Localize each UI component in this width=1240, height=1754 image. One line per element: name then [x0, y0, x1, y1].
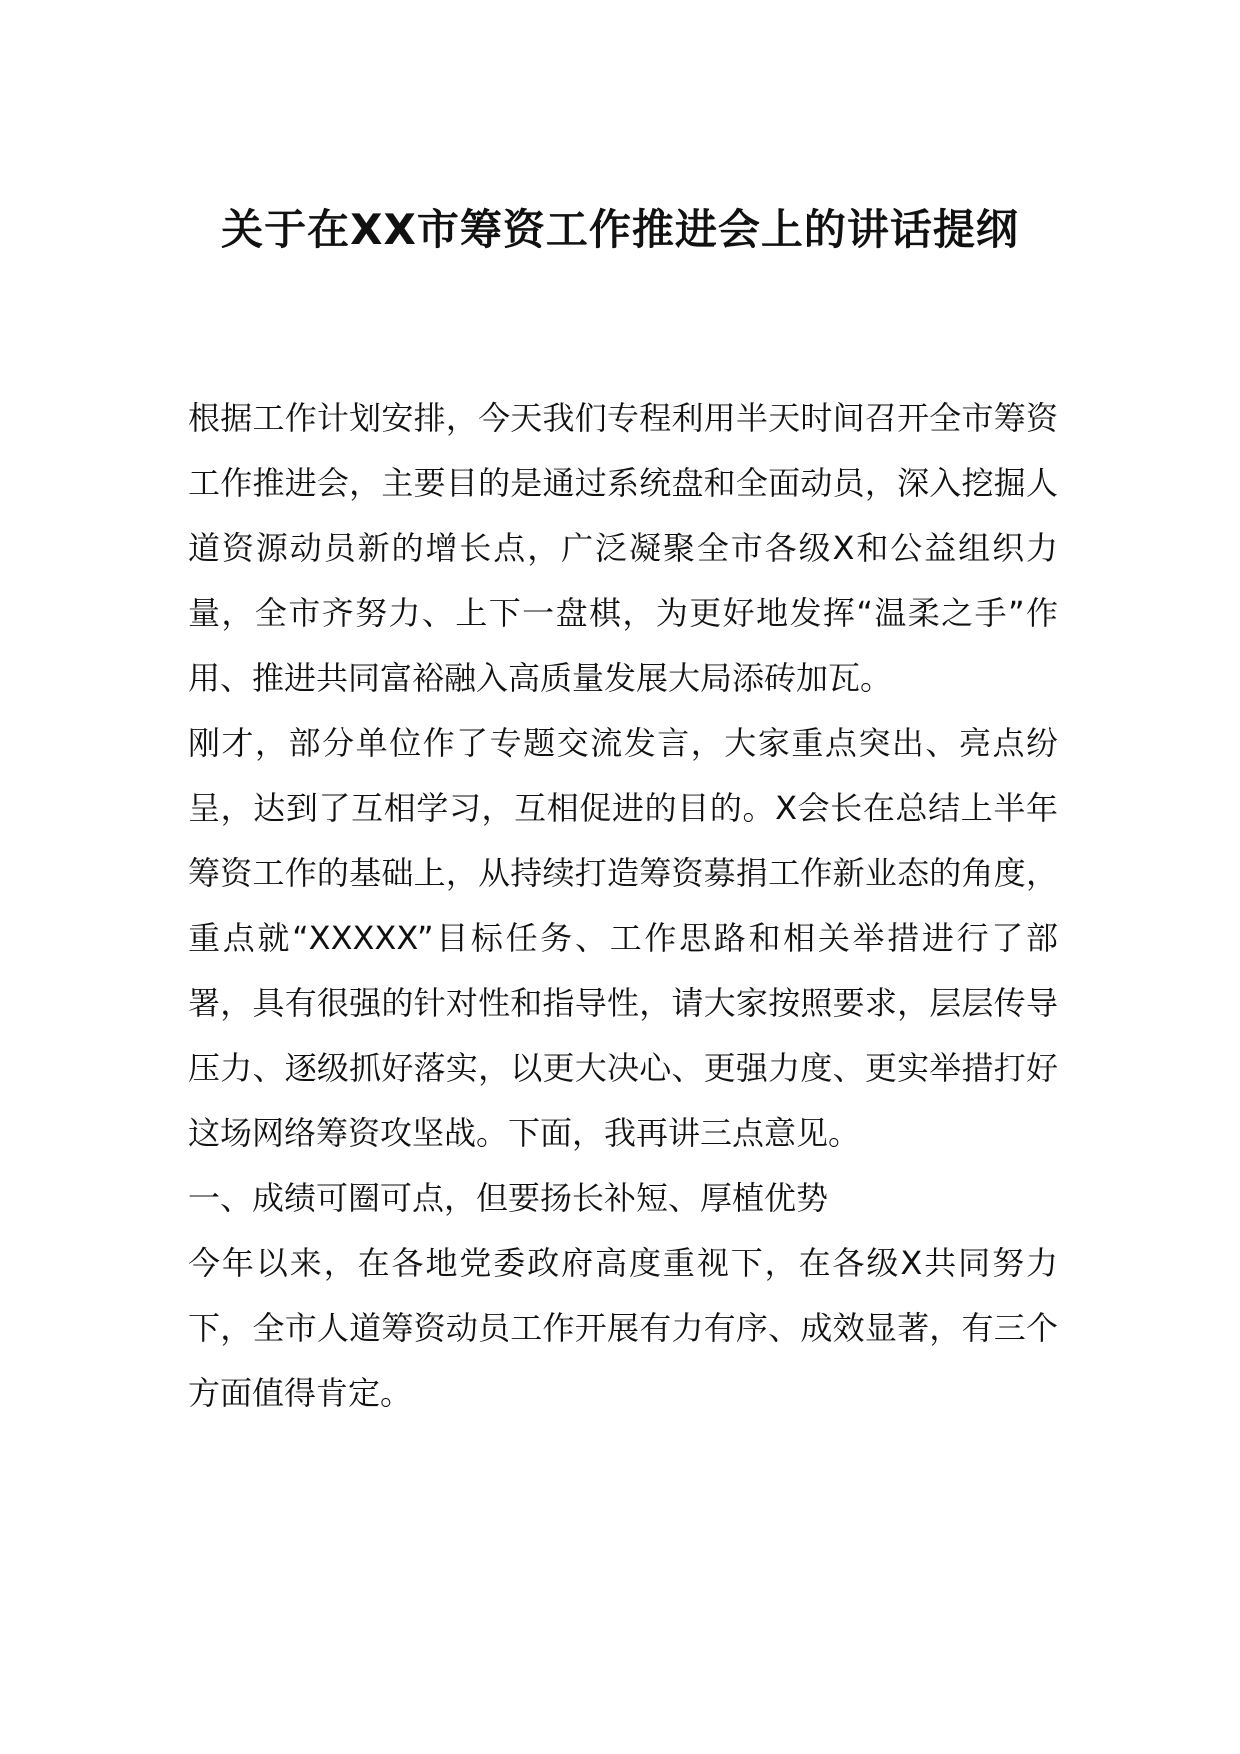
paragraph-intro: 根据工作计划安排，今天我们专程利用半天时间召开全市筹资工作推进会，主要目的是通过系统盘和全面动员，深入挖掘人道资源动员新的增长点，广泛凝聚全市各级X和公益组织力量，全市齐努力、上下一盘棋，为更好地发挥“温柔之手”作用、推进共同富裕融入高质量发展大局添砖加瓦。 [188, 399, 1058, 697]
section-heading-1: 一、成绩可圈可点，但要扬长补短、厚植优势 [188, 1179, 829, 1217]
document-body [188, 386, 1058, 1426]
paragraph-achievements: 今年以来，在各地党委政府高度重视下，在各级X共同努力下，全市人道筹资动员工作开展有力有序、成效显著，有三个方面值得肯定。 [188, 1244, 1058, 1412]
document-title: 关于在XX市筹资工作推进会上的讲话提纲 [221, 205, 1019, 254]
paragraph-review: 刚才，部分单位作了专题交流发言，大家重点突出、亮点纷呈，达到了互相学习，互相促进的目的。X会长在总结上半年筹资工作的基础上，从持续打造筹资募捐工作新业态的角度，重点就“XXXXX”目标任务、工作思路和相关举措进行了部署，具有很强的针对性和指导性，请大家按照要求，层层传导压力、逐级抓好落实，以更大决心、更强力度、更实举措打好这场网络筹资攻坚战。下面，我再讲三点意见。 [188, 724, 1058, 1152]
